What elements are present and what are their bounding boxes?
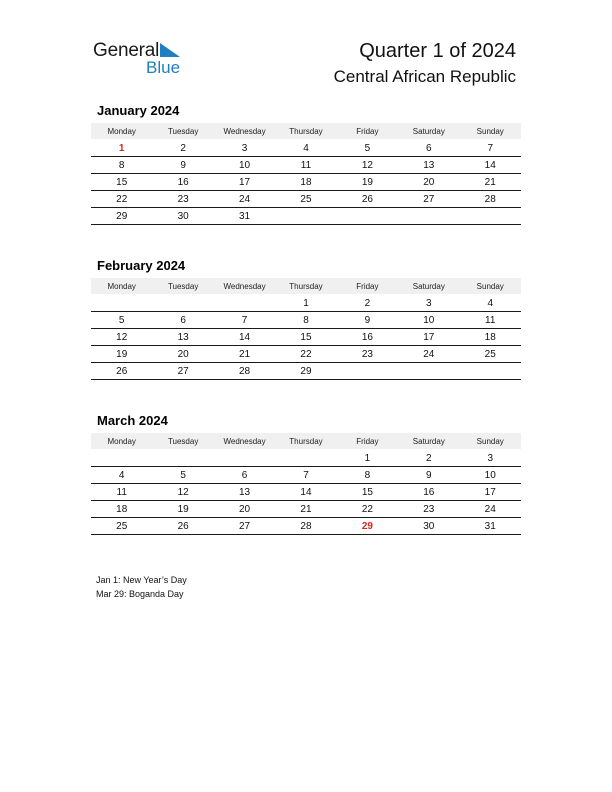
day-cell: 26: [361, 193, 373, 205]
day-cell: 18: [300, 176, 312, 188]
day-cell: 25: [484, 348, 496, 360]
weekday-label: Wednesday: [223, 281, 266, 291]
day-cell: 17: [238, 176, 251, 188]
day-cell: 5: [180, 469, 186, 481]
holiday-note: Mar 29: Boganda Day: [96, 589, 184, 599]
day-cell: 31: [238, 210, 251, 222]
day-cell: 23: [177, 193, 189, 205]
weekday-label: Saturday: [412, 281, 445, 291]
day-cell: 14: [484, 159, 496, 171]
day-cell: 11: [300, 159, 312, 171]
day-cell: 27: [238, 520, 251, 532]
week-row: [91, 467, 521, 484]
week-row: [91, 208, 521, 225]
day-cell: 3: [426, 297, 432, 309]
day-cell: 20: [177, 348, 189, 360]
day-cell: 9: [364, 314, 371, 326]
month-title: March 2024: [97, 413, 168, 428]
day-cell: 26: [116, 365, 128, 377]
weekday-label: Thursday: [289, 281, 323, 291]
day-cell: 14: [238, 331, 251, 343]
weekday-label: Saturday: [412, 126, 445, 136]
day-cell: 10: [423, 314, 435, 326]
day-cell: 23: [361, 348, 373, 360]
day-cell: 1: [364, 452, 371, 464]
day-cell: 15: [361, 486, 373, 498]
day-cell: 2: [426, 452, 432, 464]
day-cell: 5: [364, 142, 371, 154]
day-cell: 13: [238, 486, 251, 498]
day-cell: 25: [116, 520, 128, 532]
day-cell: 24: [238, 193, 251, 205]
day-cell: 1: [303, 297, 309, 309]
day-cell: 12: [361, 159, 373, 171]
day-cell: 8: [118, 159, 125, 171]
day-cell: 15: [116, 176, 128, 188]
day-cell: 13: [177, 331, 189, 343]
month-title: January 2024: [97, 103, 180, 118]
day-cell: 8: [364, 469, 371, 481]
day-cell: 21: [300, 503, 312, 515]
day-cell: 2: [364, 297, 371, 309]
day-cell: 31: [484, 520, 496, 532]
week-row: [91, 157, 521, 174]
logo: [93, 40, 188, 80]
day-cell: 25: [300, 193, 312, 205]
weekday-label: Wednesday: [223, 126, 266, 136]
weekday-label: Monday: [107, 436, 136, 446]
weekday-label: Friday: [356, 436, 379, 446]
page-subtitle: Central African Republic: [333, 67, 516, 86]
weekday-label: Thursday: [289, 126, 323, 136]
month-title: February 2024: [97, 258, 186, 273]
day-cell: 10: [484, 469, 496, 481]
weekday-header-row: [91, 433, 521, 449]
weekday-label: Wednesday: [223, 436, 266, 446]
day-cell: 28: [238, 365, 251, 377]
day-cell: 30: [423, 520, 435, 532]
day-cell: 16: [177, 176, 189, 188]
day-cell: 23: [423, 503, 435, 515]
holiday-note: Jan 1: New Year’s Day: [96, 575, 187, 585]
day-cell: 29: [361, 520, 373, 532]
day-cell: 3: [241, 142, 248, 154]
day-cell: 7: [303, 469, 309, 481]
day-cell: 20: [423, 176, 435, 188]
week-row: [91, 140, 521, 157]
day-cell: 16: [423, 486, 435, 498]
month-february: [91, 258, 521, 380]
month-march: [91, 413, 521, 535]
day-cell: 4: [487, 297, 494, 309]
day-cell: 20: [238, 503, 251, 515]
day-cell: 5: [118, 314, 125, 326]
month-january: [91, 103, 521, 225]
week-row: [91, 329, 521, 346]
weekday-label: Tuesday: [167, 436, 199, 446]
day-cell: 19: [361, 176, 373, 188]
weekday-label: Friday: [356, 126, 379, 136]
weekday-label: Sunday: [476, 436, 504, 446]
day-cell: 6: [426, 142, 432, 154]
day-cell: 4: [118, 469, 125, 481]
day-cell: 17: [423, 331, 435, 343]
day-cell: 19: [177, 503, 189, 515]
day-cell: 10: [238, 159, 251, 171]
day-cell: 11: [116, 486, 127, 498]
day-cell: 21: [484, 176, 496, 188]
day-cell: 27: [177, 365, 189, 377]
day-cell: 22: [116, 193, 128, 205]
day-cell: 11: [485, 314, 496, 326]
day-cell: 18: [484, 331, 496, 343]
day-cell: 1: [118, 142, 125, 154]
day-cell: 30: [177, 210, 189, 222]
day-cell: 19: [116, 348, 128, 360]
day-cell: 8: [303, 314, 309, 326]
weekday-label: Tuesday: [167, 126, 199, 136]
weekday-label: Friday: [356, 281, 379, 291]
week-row: [91, 191, 521, 208]
weekday-label: Sunday: [476, 281, 504, 291]
day-cell: 17: [484, 486, 496, 498]
day-cell: 26: [177, 520, 189, 532]
weekday-label: Sunday: [476, 126, 504, 136]
day-cell: 29: [116, 210, 128, 222]
day-cell: 18: [116, 503, 128, 515]
day-cell: 16: [361, 331, 373, 343]
weekday-header-row: [91, 123, 521, 139]
week-row: [91, 312, 521, 329]
weekday-label: Saturday: [412, 436, 445, 446]
day-cell: 6: [241, 469, 248, 481]
week-row: [91, 174, 521, 191]
weekday-label: Thursday: [289, 436, 323, 446]
week-row: [91, 295, 521, 312]
day-cell: 28: [300, 520, 312, 532]
day-cell: 27: [423, 193, 435, 205]
day-cell: 12: [116, 331, 128, 343]
day-cell: 21: [238, 348, 251, 360]
day-cell: 24: [423, 348, 435, 360]
week-row: [91, 484, 521, 501]
day-cell: 24: [484, 503, 496, 515]
day-cell: 7: [241, 314, 248, 326]
week-row: [91, 501, 521, 518]
logo-text-general: General: [93, 40, 160, 61]
day-cell: 28: [484, 193, 496, 205]
week-row: [91, 518, 521, 535]
day-cell: 13: [423, 159, 435, 171]
day-cell: 9: [180, 159, 186, 171]
week-row: [91, 346, 521, 363]
holiday-notes: [96, 573, 187, 601]
day-cell: 12: [177, 486, 189, 498]
day-cell: 15: [300, 331, 312, 343]
day-cell: 22: [300, 348, 312, 360]
weekday-label: Monday: [107, 126, 136, 136]
weekday-label: Tuesday: [167, 281, 199, 291]
logo-text-blue: Blue: [146, 58, 181, 77]
day-cell: 9: [426, 469, 432, 481]
week-row: [91, 363, 521, 380]
day-cell: 14: [300, 486, 312, 498]
weekday-header-row: [91, 278, 521, 294]
day-cell: 4: [303, 142, 309, 154]
logo-triangle-icon: [160, 43, 180, 57]
day-cell: 3: [487, 452, 494, 464]
day-cell: 7: [487, 142, 494, 154]
day-cell: 6: [180, 314, 186, 326]
week-row: [91, 450, 521, 467]
weekday-label: Monday: [107, 281, 136, 291]
day-cell: 22: [361, 503, 373, 515]
day-cell: 29: [300, 365, 312, 377]
page-title: Quarter 1 of 2024: [359, 40, 516, 62]
day-cell: 2: [180, 142, 186, 154]
